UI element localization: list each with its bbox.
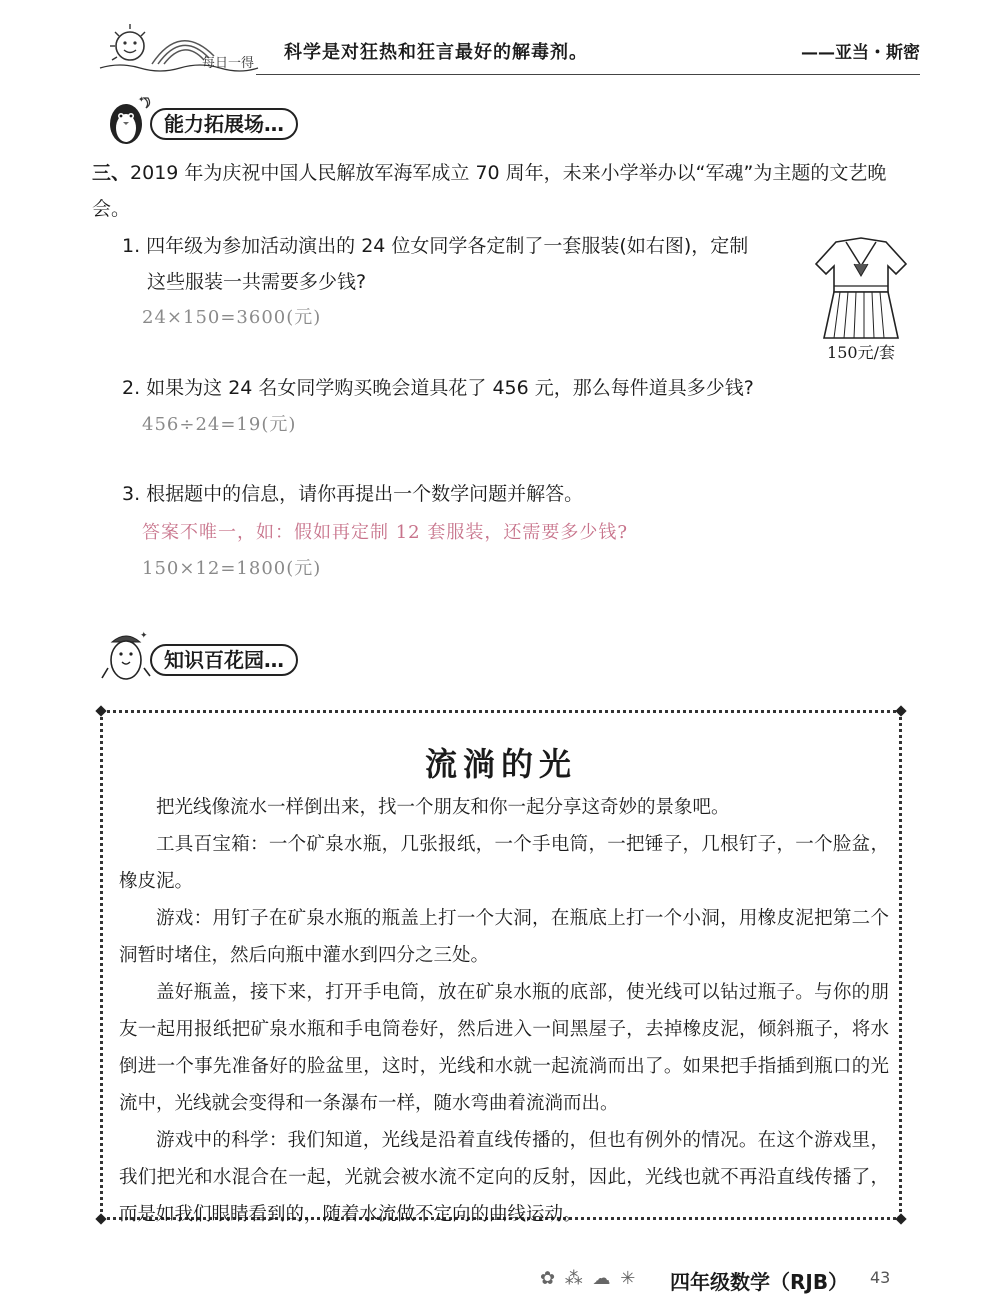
article-paragraph: 游戏中的科学：我们知道，光线是沿着直线传播的，但也有例外的情况。在这个游戏里，我们把光和水混合在一起，光就会被水流不定向的反射，因此，光线也就不再沿直线传播了，而是如我们眼睛看到的，随着水流做不定向的曲线运动。 [119, 1130, 889, 1225]
daily-tip-tag: 每日一得 [202, 56, 255, 71]
knowledge-article-box [100, 710, 902, 1225]
article-paragraph: 游戏：用钉子在矿泉水瓶的瓶盖上打一个大洞，在瓶底上打一个小洞，用橡皮泥把第二个洞暂时堵住，然后向瓶中灌水到四分之三处。 [119, 908, 889, 966]
question-3-answer-question: 答案不唯一，如：假如再定制 12 套服装，还需要多少钱? [142, 522, 628, 543]
problem-three-stem [92, 155, 922, 227]
article-paragraph: 盖好瓶盖，接下来，打开手电筒，放在矿泉水瓶的底部，使光线可以钻过瓶子。与你的朋友一起用报纸把矿泉水瓶和手电筒卷好，然后进入一间黑屋子，去掉橡皮泥，倾斜瓶子，将水倒进一个事先准备好的脸盆里，这时，光线和水就一起流淌而出了。如果把手指插到瓶口的光流中，光线就会变得和一条瀑布一样，随水弯曲着流淌而出。 [119, 982, 889, 1114]
question-3-line: 3. 根据题中的信息，请你再提出一个数学问题并解答。 [122, 483, 584, 505]
box-corner-ornament [95, 705, 106, 716]
page-footer [540, 1262, 940, 1298]
footer-decoration: ✿ ⁂ ☁ ✳ [540, 1268, 638, 1289]
section-title-ability: 能力拓展场… [150, 108, 298, 140]
article-title: 流淌的光 [424, 745, 577, 783]
header-quote-author: ——亚当・斯密 [801, 43, 920, 63]
question-3-answer-calc: 150×12=1800(元) [142, 558, 322, 579]
article-paragraph: 工具百宝箱：一个矿泉水瓶，几张报纸，一个手电筒，一把锤子，几根钉子，一个脸盆，橡皮泥。 [119, 834, 889, 892]
question-1-answer: 24×150=3600(元) [142, 307, 322, 328]
article-paragraph: 把光线像流水一样倒出来，找一个朋友和你一起分享这奇妙的景象吧。 [156, 797, 730, 818]
question-2-line: 2. 如果为这 24 名女同学购买晚会道具花了 456 元，那么每件道具多少钱? [122, 377, 754, 399]
footer-book-label: 四年级数学（RJB） [670, 1270, 849, 1294]
problem-text: 2019 年为庆祝中国人民解放军海军成立 70 周年，未来小学举办以“军魂”为主题的文艺晚会。 [92, 162, 887, 220]
page-number: 43 [870, 1268, 891, 1287]
section-banner-ability [96, 92, 336, 148]
question-2-answer: 456÷24=19(元) [142, 414, 297, 435]
svg-text:✦: ✦ [138, 95, 145, 104]
question-1-line-1: 1. 四年级为参加活动演出的 24 位女同学各定制了一套服装(如右图)，定制 [122, 235, 749, 257]
question-1-line-2: 这些服装一共需要多少钱? [147, 271, 367, 293]
box-corner-ornament [895, 705, 906, 716]
penguin-mascot-icon [100, 92, 156, 148]
box-corner-ornament [895, 1213, 906, 1224]
section-banner-knowledge [96, 628, 336, 684]
penguin-explorer-mascot-icon [100, 628, 156, 684]
header-quote: 科学是对狂热和狂言最好的解毒剂。 [284, 42, 588, 63]
article-body [119, 789, 889, 1233]
page-header [60, 12, 920, 72]
box-corner-ornament [95, 1213, 106, 1224]
section-title-knowledge: 知识百花园… [150, 644, 298, 676]
header-divider [256, 74, 920, 75]
costume-price-caption: 150元/套 [827, 343, 895, 362]
svg-text:✦: ✦ [140, 631, 148, 641]
problem-number: 三、 [92, 162, 131, 184]
